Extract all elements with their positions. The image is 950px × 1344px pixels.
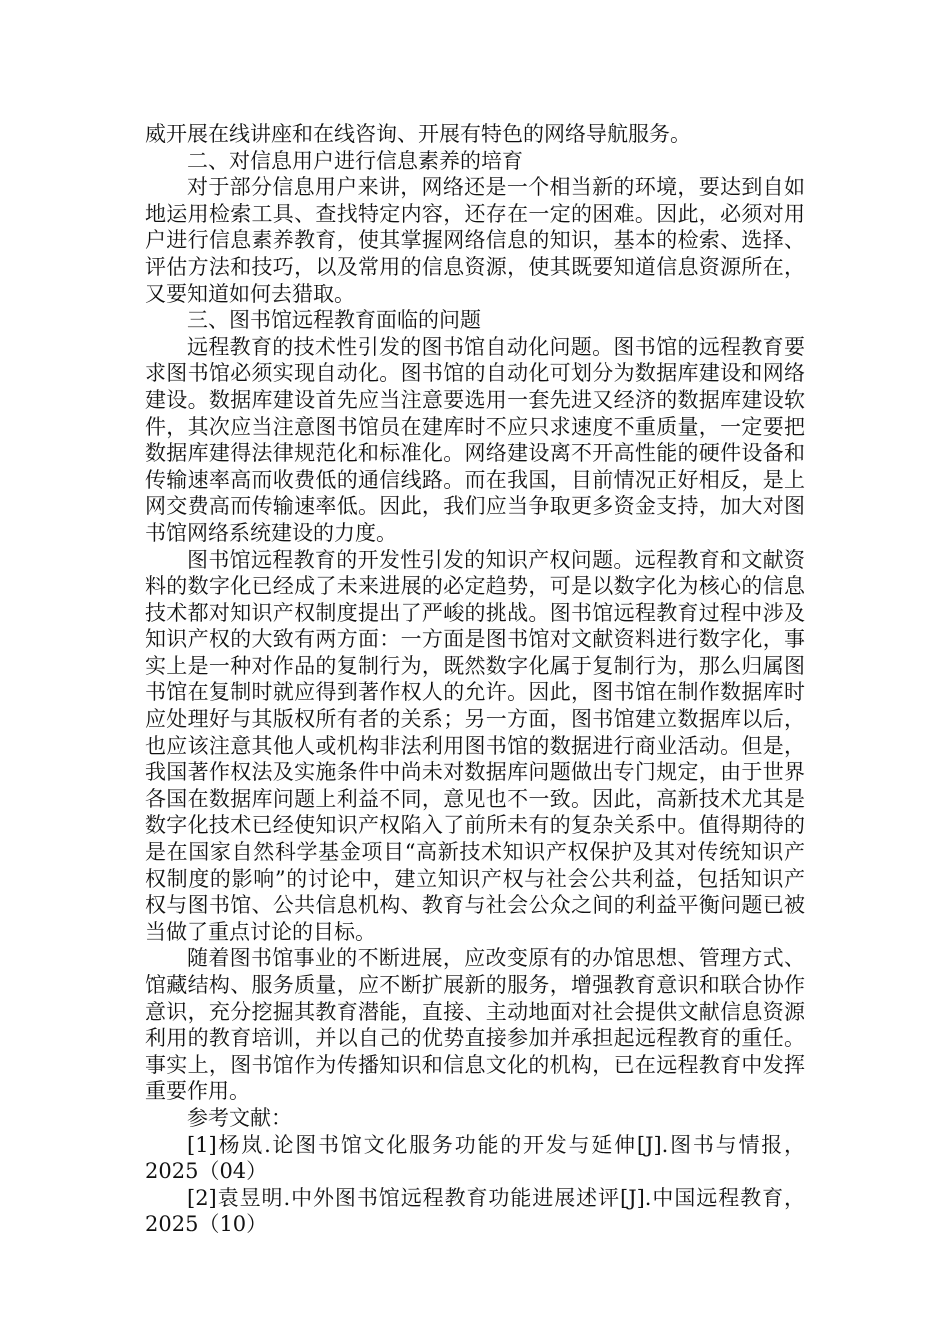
paragraph-automation: 远程教育的技术性引发的图书馆自动化问题。图书馆的远程教育要求图书馆必须实现自动化。图书馆的自动化可划分为数据库建设和网络建设。数据库建设首先应当注意要选用一套先进又经济的数据库建设软件，其次应当注意图书馆员在建库时不应只求速度不重质量，一定要把数据库建得法律规范化和标准化。网络建设离不开高性能的硬件设备和传输速率高而收费低的通信线路。而在我国，目前情况正好相反，是上网交费高而传输速率低。因此，我们应当争取更多资金支持，加大对图书馆网络系统建设的力度。 [145, 334, 805, 545]
document-body [145, 121, 805, 1238]
paragraph-continuation: 威开展在线讲座和在线咨询、开展有特色的网络导航服务。 [145, 122, 691, 146]
paragraph-intellectual-property: 图书馆远程教育的开发性引发的知识产权问题。远程教育和文献资料的数字化已经成了未来进展的必定趋势，可是以数字化为核心的信息技术都对知识产权制度提出了严峻的挑战。图书馆远程教育过程中涉及知识产权的大致有两方面：一方面是图书馆对文献资料进行数字化，事实上是一种对作品的复制行为，既然数字化属于复制行为，那么归属图书馆在复制时就应得到著作权人的允许。因此，图书馆在制作数据库时应处理好与其版权所有者的关系；另一方面，图书馆建立数据库以后，也应该注意其他人或机构非法利用图书馆的数据进行商业活动。但是，我国著作权法及实施条件中尚未对数据库问题做出专门规定，由于世界各国在数据库问题上利益不同，意见也不一致。因此，高新技术尤其是数字化技术已经使知识产权陷入了前所未有的复杂关系中。值得期待的是在国家自然科学基金项目“高新技术知识产权保护及其对传统知识产权制度的影响”的讨论中，建立知识产权与社会公共利益，包括知识产权与图书馆、公共信息机构、教育与社会公众之间的利益平衡问题已被当做了重点讨论的目标。 [145, 547, 805, 944]
reference-item-1: [1]杨岚.论图书馆文化服务功能的开发与延伸[J].图书与情报，2025（04） [145, 1132, 805, 1184]
section-heading-3: 三、图书馆远程教育面临的问题 [187, 308, 481, 333]
reference-item-2: [2]袁昱明.中外图书馆远程教育功能进展述评[J].中国远程教育，2025（10） [145, 1185, 805, 1237]
paragraph-information-literacy: 对于部分信息用户来讲，网络还是一个相当新的环境，要达到自如地运用检索工具、查找特定内容，还存在一定的困难。因此，必须对用户进行信息素养教育，使其掌握网络信息的知识，基本的检索、选择、评估方法和技巧，以及常用的信息资源，使其既要知道信息资源所在，又要知道如何去猎取。 [145, 175, 805, 306]
paragraph-conclusion: 随着图书馆事业的不断进展，应改变原有的办馆思想、管理方式、馆藏结构、服务质量，应不断扩展新的服务，增强教育意识和联合协作意识，充分挖掘其教育潜能，直接、主动地面对社会提供文献信息资源利用的教育培训，并以自己的优势直接参加并承担起远程教育的重任。事实上，图书馆作为传播知识和信息文化的机构，已在远程教育中发挥重要作用。 [145, 946, 805, 1104]
section-heading-2: 二、对信息用户进行信息素养的培育 [187, 148, 523, 173]
references-heading: 参考文献： [187, 1105, 292, 1130]
